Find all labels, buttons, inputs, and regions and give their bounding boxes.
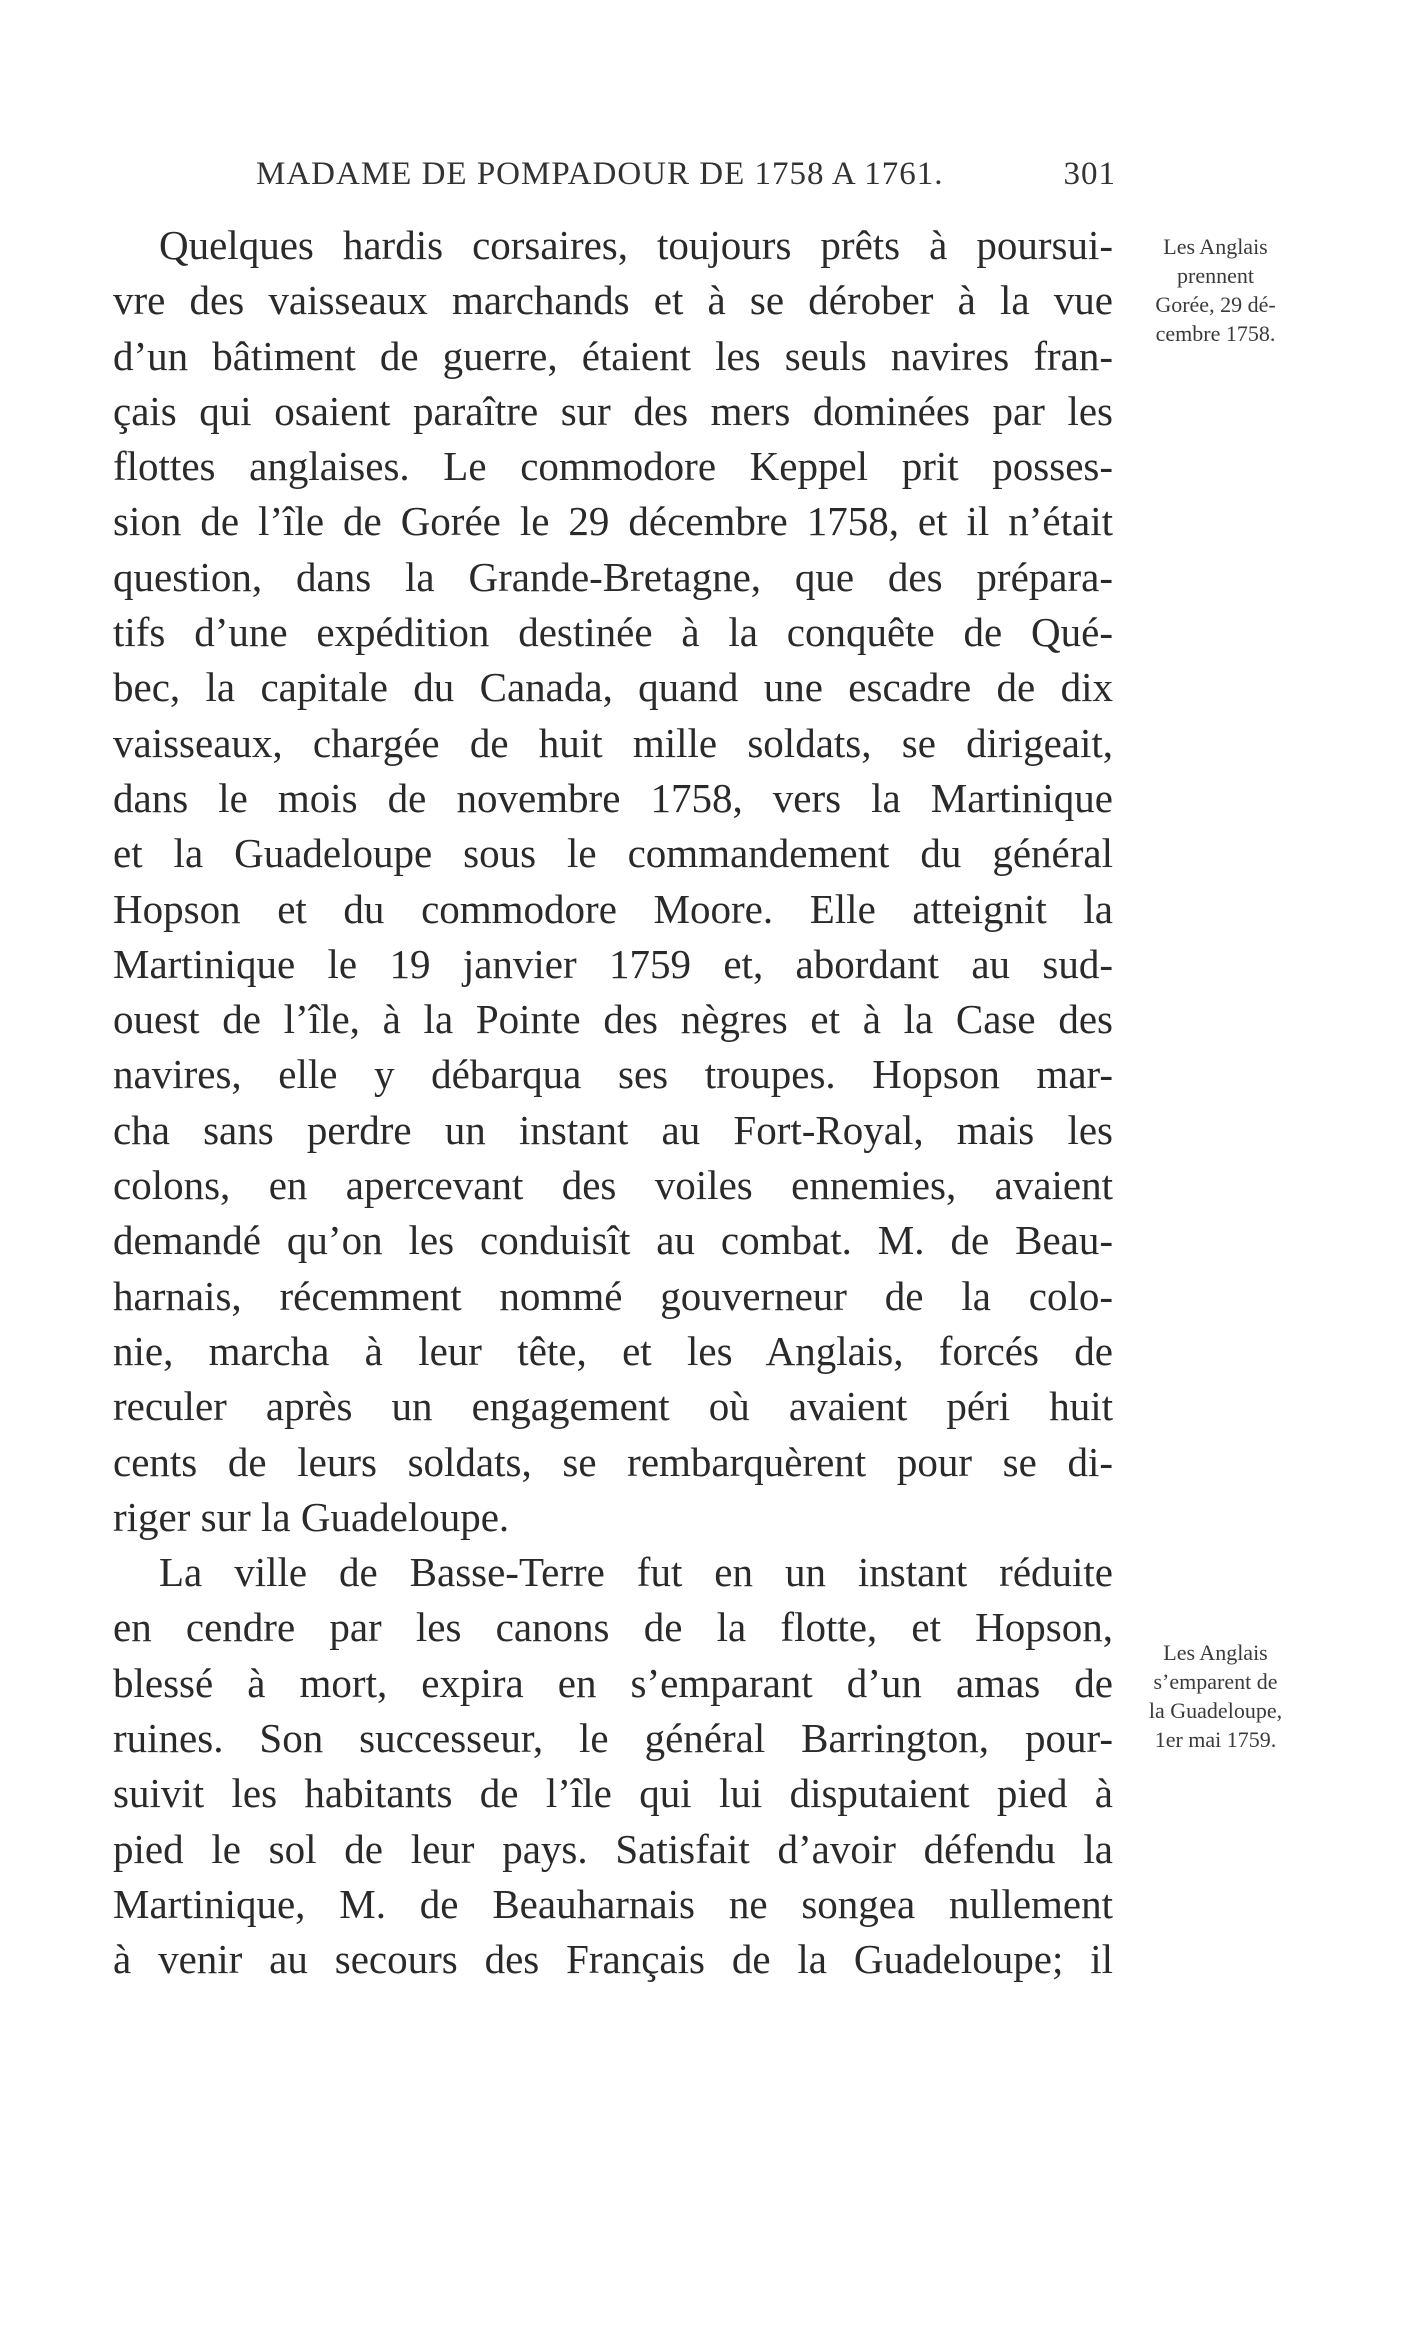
- text-line: blessé à mort, expira en s’emparant d’un amas de: [113, 1659, 1113, 1706]
- text-line: navires, elle y débarqua ses troupes. Hopson mar-: [113, 1051, 1113, 1098]
- text-line: ouest de l’île, à la Pointe des nègres et à la Case des: [113, 996, 1113, 1043]
- text-line: ruines. Son successeur, le général Barrington, pour-: [113, 1715, 1113, 1762]
- margin-note-line: 1er mai 1759.: [1154, 1727, 1277, 1752]
- text-line: flottes anglaises. Le commodore Keppel prit posses-: [113, 443, 1113, 490]
- text-line: vre des vaisseaux marchands et à se dérober à la vue: [113, 277, 1113, 324]
- text-line: demandé qu’on les conduisît au combat. M. de Beau-: [113, 1217, 1113, 1264]
- running-head: [256, 156, 1116, 200]
- margin-note: [1118, 1638, 1313, 1754]
- text-line: Martinique, M. de Beauharnais ne songea nullement: [113, 1880, 1113, 1927]
- text-line: nie, marcha à leur tête, et les Anglais, forcés de: [113, 1327, 1113, 1374]
- text-line: sion de l’île de Gorée le 29 décembre 1758, et il n’était: [113, 498, 1113, 545]
- margin-note-line: s’emparent de: [1153, 1669, 1278, 1694]
- text-line: Martinique le 19 janvier 1759 et, abordant au sud-: [113, 940, 1113, 987]
- text-line: Hopson et du commodore Moore. Elle atteignit la: [113, 885, 1113, 932]
- text-line: et la Guadeloupe sous le commandement du général: [113, 830, 1113, 877]
- text-line: à venir au secours des Français de la Guadeloupe; il: [113, 1936, 1113, 1983]
- text-line: cha sans perdre un instant au Fort-Royal, mais les: [113, 1106, 1113, 1153]
- text-line: La ville de Basse-Terre fut en un instant réduite: [159, 1549, 1113, 1596]
- text-line: çais qui osaient paraître sur des mers dominées par les: [113, 387, 1113, 434]
- text-line: colons, en apercevant des voiles ennemies, avaient: [113, 1162, 1113, 1209]
- margin-note-line: Gorée, 29 dé-: [1155, 292, 1276, 317]
- running-title: MADAME DE POMPADOUR DE 1758 A 1761.: [256, 156, 944, 192]
- text-line: dans le mois de novembre 1758, vers la Martinique: [113, 774, 1113, 821]
- text-line: cents de leurs soldats, se rembarquèrent pour se di-: [113, 1438, 1113, 1485]
- paragraph: [113, 218, 1113, 1545]
- margin-note: [1118, 232, 1313, 348]
- paragraph: [113, 1545, 1113, 1987]
- margin-note-line: la Guadeloupe,: [1148, 1698, 1283, 1723]
- text-line: pied le sol de leur pays. Satisfait d’avoir défendu la: [113, 1825, 1113, 1872]
- text-line: d’un bâtiment de guerre, étaient les seuls navires fran-: [113, 332, 1113, 379]
- text-line: question, dans la Grande-Bretagne, que des prépara-: [113, 553, 1113, 600]
- text-line: vaisseaux, chargée de huit mille soldats, se dirigeait,: [113, 719, 1113, 766]
- text-line: suivit les habitants de l’île qui lui disputaient pied à: [113, 1770, 1113, 1817]
- margin-note-line: Les Anglais: [1163, 234, 1268, 259]
- text-line: reculer après un engagement où avaient péri huit: [113, 1383, 1113, 1430]
- text-line: riger sur la Guadeloupe.: [113, 1493, 510, 1540]
- text-line: Quelques hardis corsaires, toujours prêts à poursui-: [159, 222, 1113, 268]
- text-line: tifs d’une expédition destinée à la conquête de Qué-: [113, 609, 1113, 656]
- text-line: bec, la capitale du Canada, quand une escadre de dix: [113, 664, 1113, 711]
- margin-note-line: prennent: [1177, 263, 1254, 288]
- margin-note-line: Les Anglais: [1163, 1640, 1268, 1665]
- text-line: en cendre par les canons de la flotte, et Hopson,: [113, 1604, 1113, 1651]
- text-line: harnais, récemment nommé gouverneur de la colo-: [113, 1272, 1113, 1319]
- page-number: 301: [1063, 156, 1116, 192]
- body-text: [113, 218, 1113, 1988]
- margin-note-line: cembre 1758.: [1155, 321, 1276, 346]
